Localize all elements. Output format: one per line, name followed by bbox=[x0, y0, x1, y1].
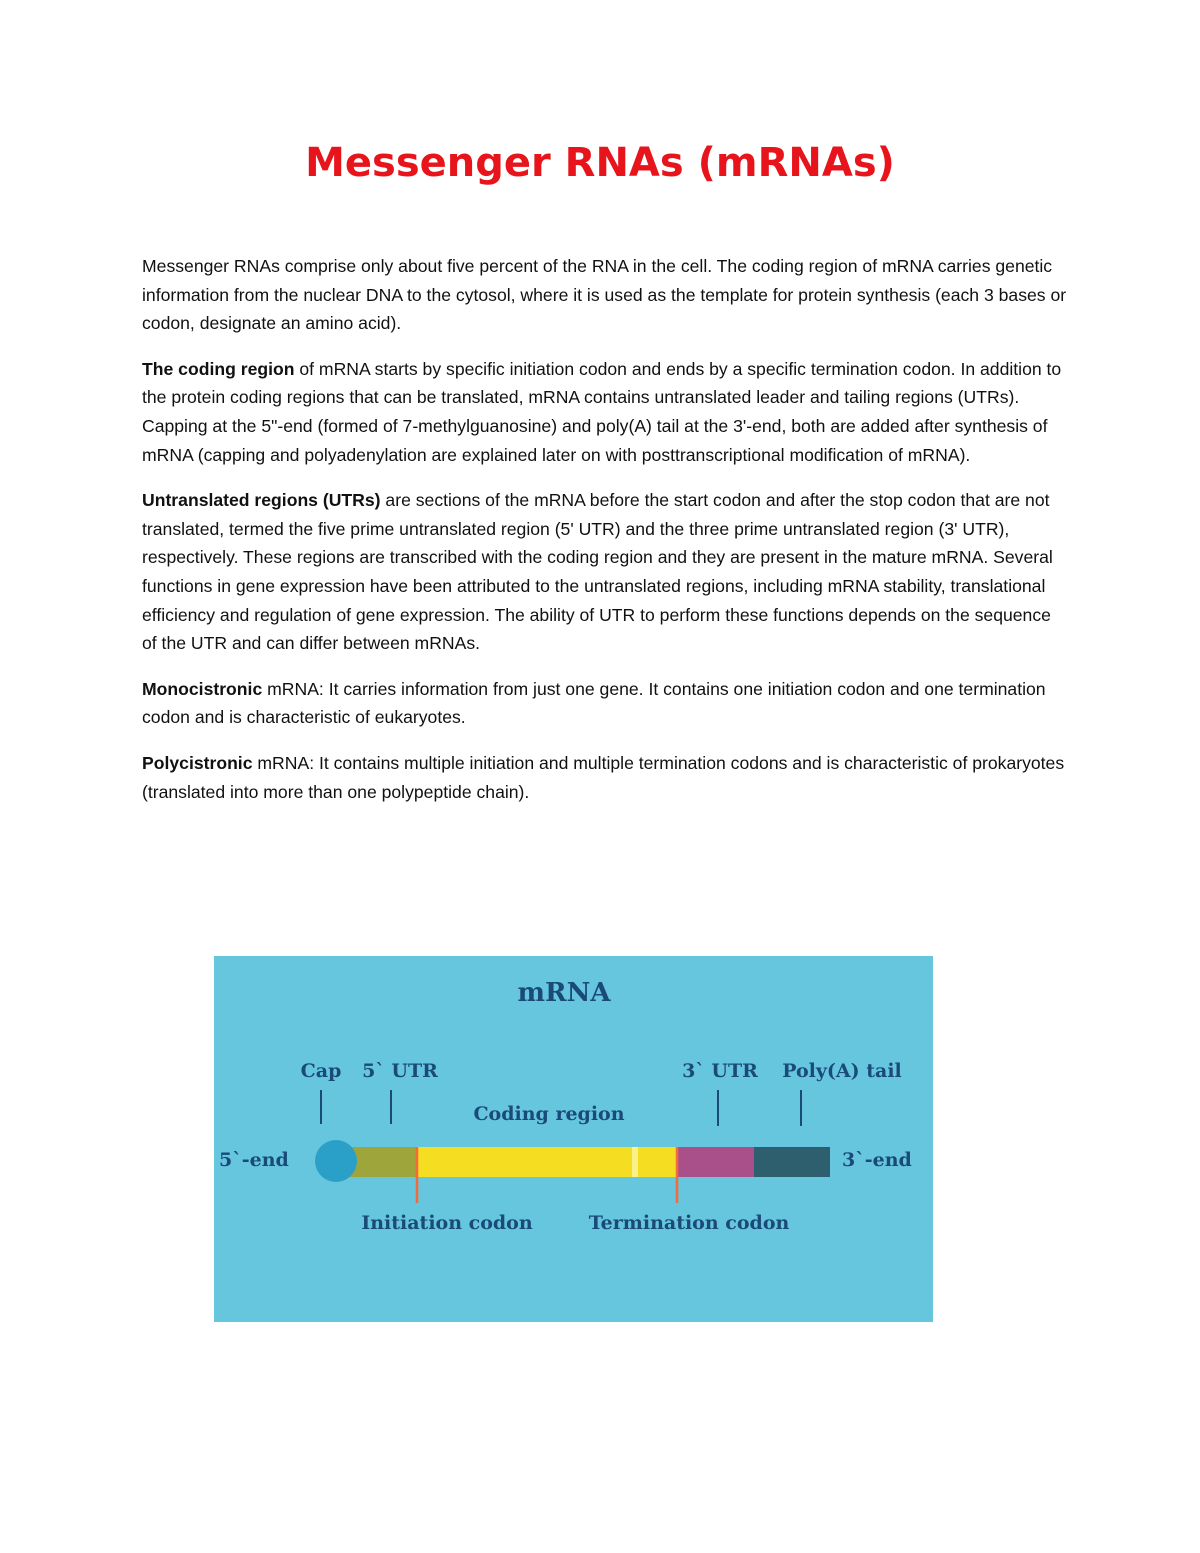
body-text bbox=[142, 252, 1067, 823]
figure-background bbox=[214, 956, 933, 1322]
utr3-label: 3` UTR bbox=[682, 1060, 758, 1082]
figure-title: mRNA bbox=[517, 978, 611, 1008]
initiation-codon-label: Initiation codon bbox=[361, 1212, 533, 1234]
end3-label: 3`-end bbox=[842, 1149, 912, 1171]
paragraph-monocistronic-text: mRNA: It carries information from just one gene. It contains one initiation codon and one termination codon and is characteristic of eukaryotes. bbox=[142, 678, 1046, 728]
paragraph-coding-region-text: of mRNA starts by specific initiation codon and ends by a specific termination codon. In addition to the protein coding regions that can be translated, mRNA contains untranslated leader and tailing regions (UTRs). Capping at the 5"-end (formed of 7-methylguanosine) and poly(A) tail at the 3'-end, both are added after synthesis of mRNA (capping and polyadenylation are explained later on with posttranscriptional modification of mRNA). bbox=[142, 358, 1062, 465]
paragraph-coding-region bbox=[142, 355, 1067, 469]
paragraph-monocistronic-lead: Monocistronic bbox=[142, 678, 263, 699]
polya-label: Poly(A) tail bbox=[782, 1060, 902, 1082]
polya-segment bbox=[754, 1147, 830, 1177]
end5-label: 5`-end bbox=[219, 1149, 289, 1171]
coding-region-label: Coding region bbox=[473, 1103, 625, 1125]
termination-codon-label: Termination codon bbox=[588, 1212, 790, 1234]
utr5-label: 5` UTR bbox=[362, 1060, 438, 1082]
paragraph-polycistronic-lead: Polycistronic bbox=[142, 752, 253, 773]
coding-segment bbox=[416, 1147, 678, 1177]
paragraph-utrs-text: are sections of the mRNA before the start codon and after the stop codon that are not translated, termed the five prime untranslated region (5' UTR) and the three prime untranslated region (3' UTR), respectively. These regions are transcribed with the coding region and they are present in the mature mRNA. Several functions in gene expression have been attributed to the untranslated regions, including mRNA stability, translational efficiency and regulation of gene expression. The ability of UTR to perform these functions depends on the sequence of the UTR and can differ between mRNAs. bbox=[142, 490, 1053, 654]
mrna-figure bbox=[214, 956, 933, 1322]
mrna-diagram bbox=[214, 956, 933, 1322]
cap-label: Cap bbox=[300, 1060, 342, 1082]
paragraph-polycistronic bbox=[142, 749, 1067, 806]
utr3-segment bbox=[678, 1147, 754, 1177]
paragraph-polycistronic-text: mRNA: It contains multiple initiation and multiple termination codons and is characteristic of prokaryotes (translated into more than one polypeptide chain). bbox=[142, 752, 1065, 802]
cap-circle bbox=[315, 1140, 357, 1182]
paragraph-utrs bbox=[142, 486, 1067, 658]
paragraph-intro bbox=[142, 252, 1067, 338]
paragraph-utrs-lead: Untranslated regions (UTRs) bbox=[142, 490, 381, 511]
paragraph-intro-text: Messenger RNAs comprise only about five percent of the RNA in the cell. The coding region of mRNA carries genetic information from the nuclear DNA to the cytosol, where it is used as the template for protein synthesis (each 3 bases or codon, designate an amino acid). bbox=[142, 256, 1067, 334]
paragraph-monocistronic bbox=[142, 675, 1067, 732]
page-title: Messenger RNAs (mRNAs) bbox=[305, 140, 895, 186]
paragraph-coding-region-lead: The coding region bbox=[142, 358, 295, 379]
coding-highlight bbox=[632, 1147, 638, 1177]
